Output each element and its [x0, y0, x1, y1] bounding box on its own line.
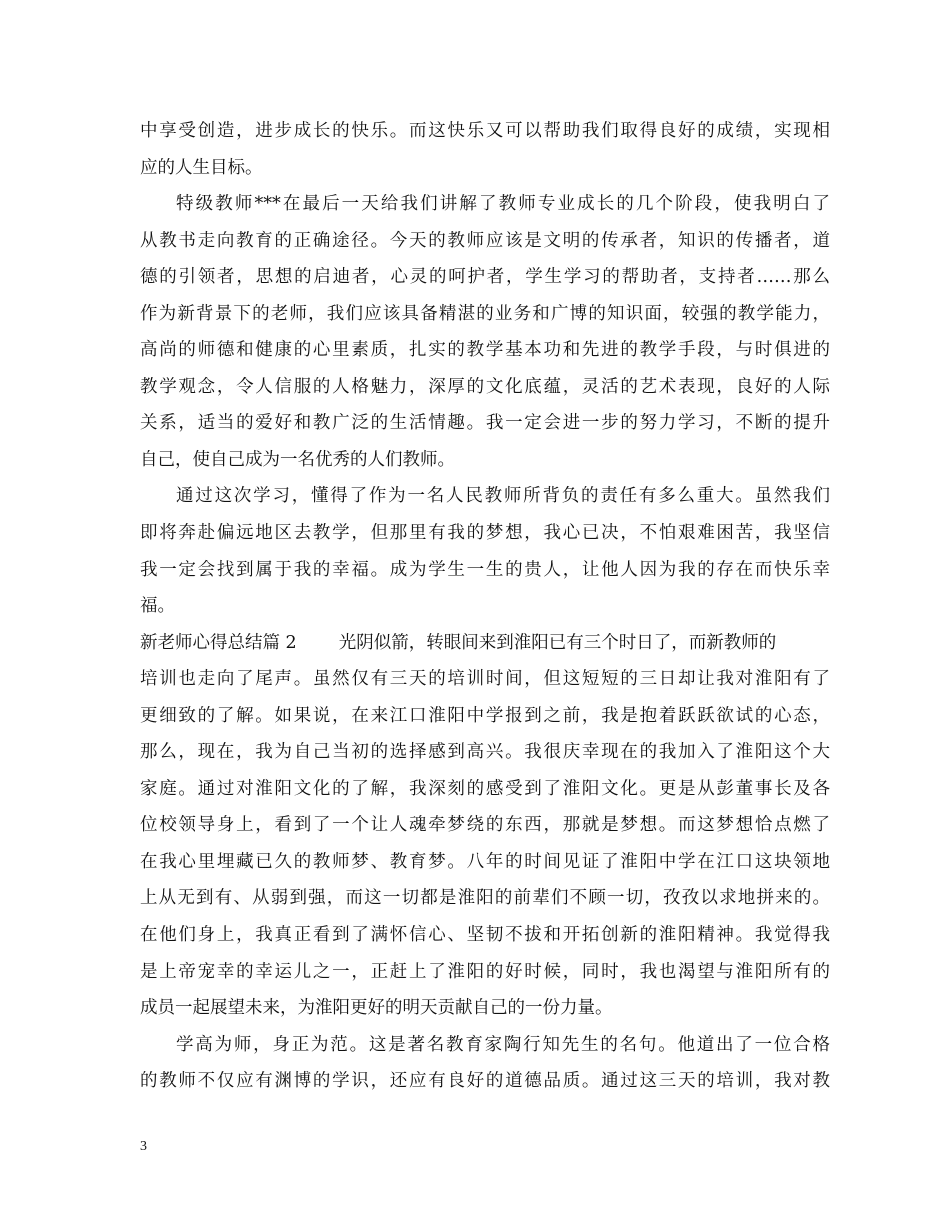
text-line: 高尚的师德和健康的心里素质，扎实的教学基本功和先进的教学手段，与时俱进的	[140, 340, 830, 361]
text-line: 在我心里埋藏已久的教师梦、教育梦。八年的时间见证了淮阳中学在江口这块领地	[140, 851, 830, 872]
text-line: 家庭。通过对淮阳文化的了解，我深刻的感受到了淮阳文化。更是从彭董事长及各	[140, 778, 830, 799]
text-line: 的教师不仅应有渊博的学识，还应有良好的道德品质。通过这三天的培训，我对教	[140, 1071, 830, 1092]
text-line: 培训也走向了尾声。虽然仅有三天的培训时间，但这短短的三日却让我对淮阳有了	[140, 669, 830, 690]
text-line: 位校领导身上，看到了一个让人魂牵梦绕的东西，那就是梦想。而这梦想恰点燃了	[140, 815, 830, 836]
text-line: 成员一起展望未来，为淮阳更好的明天贡献自己的一份力量。	[140, 998, 613, 1019]
text-line: 关系，适当的爱好和教广泛的生活情趣。我一定会进一步的努力学习，不断的提升	[140, 413, 830, 434]
text-line: 我一定会找到属于我的幸福。成为学生一生的贵人，让他人因为我的存在而快乐幸	[140, 559, 830, 580]
text-line: 从教书走向教育的正确途径。今天的教师应该是文明的传承者，知识的传播者，道	[140, 230, 830, 251]
text-line: 光阴似箭，转眼间来到淮阳已有三个时日了，而新教师的	[338, 632, 777, 653]
text-line: 作为新背景下的老师，我们应该具备精湛的业务和广博的知识面，较强的教学能力，	[140, 303, 830, 324]
text-line: 上从无到有、从弱到强，而这一切都是淮阳的前辈们不顾一切，孜孜以求地拼来的。	[140, 888, 830, 909]
text-line: 自己，使自己成为一名优秀的人们教师。	[140, 449, 455, 470]
paragraph-first-line: 特级教师***在最后一天给我们讲解了教师专业成长的几个阶段，使我明白了	[176, 194, 830, 215]
text-line: 福。	[140, 596, 175, 617]
paragraph-first-line: 学高为师，身正为范。这是著名教育家陶行知先生的名句。他道出了一位合格	[176, 1034, 830, 1055]
body-text	[140, 113, 830, 1100]
section-heading: 新老师心得总结篇 2	[140, 632, 297, 653]
section-heading-line	[140, 625, 830, 662]
text-line: 应的人生目标。	[140, 157, 263, 178]
text-line: 德的引领者，思想的启迪者，心灵的呵护者，学生学习的帮助者，支持者……那么	[140, 267, 830, 288]
text-line: 是上帝宠幸的幸运儿之一，正赶上了淮阳的好时候，同时，我也渴望与淮阳所有的	[140, 961, 830, 982]
paragraph-first-line: 通过这次学习，懂得了作为一名人民教师所背负的责任有多么重大。虽然我们	[176, 486, 830, 507]
text-line: 更细致的了解。如果说，在来江口淮阳中学报到之前，我是抱着跃跃欲试的心态，	[140, 705, 830, 726]
page-number: 3	[140, 1139, 147, 1154]
text-line: 中享受创造，进步成长的快乐。而这快乐又可以帮助我们取得良好的成绩，实现相	[140, 121, 830, 141]
text-line: 教学观念，令人信服的人格魅力，深厚的文化底蕴，灵活的艺术表现，良好的人际	[140, 376, 830, 397]
text-line: 那么，现在，我为自己当初的选择感到高兴。我很庆幸现在的我加入了淮阳这个大	[140, 742, 830, 763]
text-line: 在他们身上，我真正看到了满怀信心、坚韧不拔和开拓创新的淮阳精神。我觉得我	[140, 925, 830, 946]
text-line: 即将奔赴偏远地区去教学，但那里有我的梦想，我心已决，不怕艰难困苦，我坚信	[140, 523, 830, 544]
